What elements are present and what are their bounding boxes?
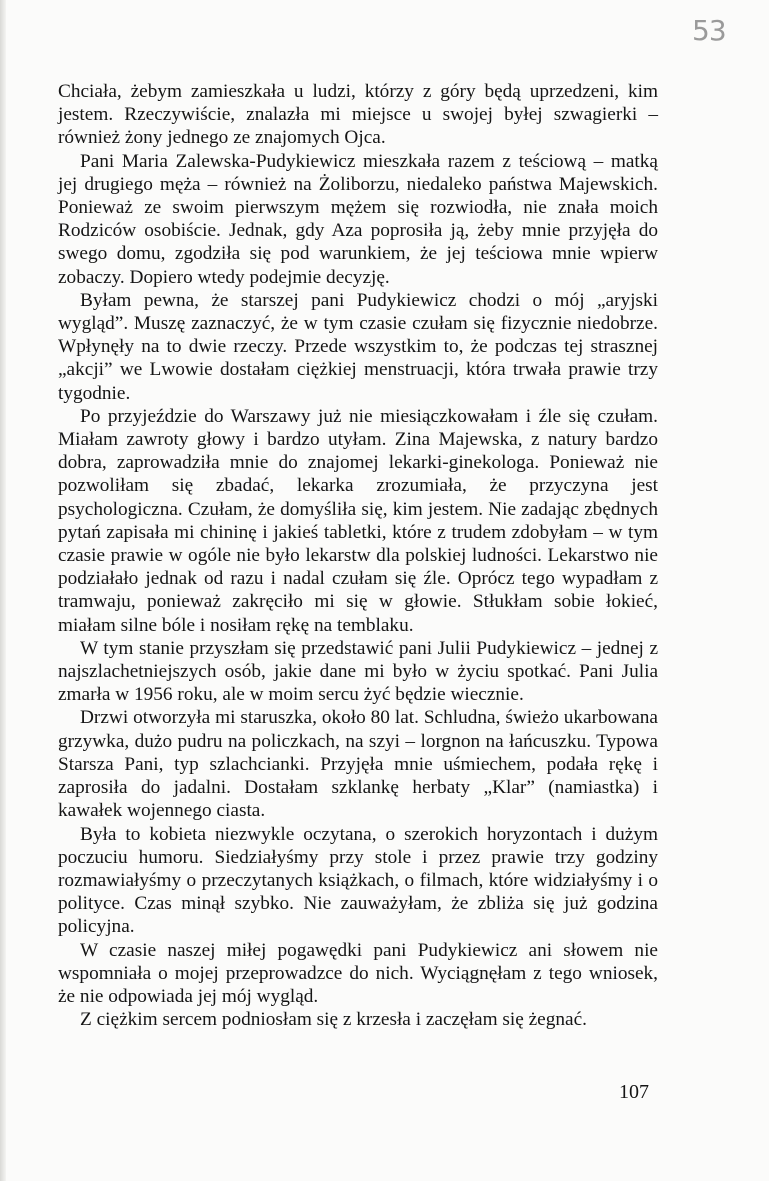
paragraph: Byłam pewna, że starszej pani Pudykiewicz chodzi o mój „aryjski wygląd”. Muszę zaznaczyć, że w tym czasie czułam się fizycznie niedobrze. Wpłynęły na to dwie rzeczy. Przede wszystkim to, że podczas tej strasznej „akcji” we Lwowie dostałam ciężkiej menstruacji, która trwała prawie trzy tygodnie.: [58, 289, 658, 404]
paragraph: Chciała, żebym zamieszkała u ludzi, którzy z góry będą uprzedzeni, kim jestem. Rzeczywiście, znalazła mi miejsce u swojej byłej szwagierki – również żony jednego ze znajomych Ojca.: [58, 81, 658, 149]
paragraph: Pani Maria Zalewska-Pudykiewicz mieszkała razem z teściową – matką jej drugiego męża – również na Żoliborzu, niedaleko państwa Majewskich. Ponieważ ze swoim pierwszym mężem się rozwiodła, nie znała moich Rodziców osobiście. Jednak, gdy Aza poprosiła ją, żeby mnie przyjęła do swego domu, zgodziła się pod warunkiem, że jej teściowa mnie wpierw zobaczy. Dopiero wtedy podejmie decyzję.: [58, 150, 658, 288]
paragraph: Z ciężkim sercem podniosłam się z krzesła i zaczęłam się żegnać.: [80, 1009, 587, 1031]
paragraph: Po przyjeździe do Warszawy już nie miesiączkowałam i źle się czułam. Miałam zawroty głowy i bardzo utyłam. Zina Majewska, z natury bardzo dobra, zaprowadziła mnie do znajomej lekarki-ginekologa. Ponieważ nie pozwoliłam się zbadać, lekarka zrozumiała, że przyczyna jest psychologiczna. Czułam, że domyśliła się, kim jestem. Nie zadając zbędnych pytań zapisała mi chininę i jakieś tabletki, które z trudem zdobyłam – w tym czasie prawie w ogóle nie było lekarstw dla polskiej ludności. Lekarstwo nie podziałało jednak od razu i nadal czułam się źle. Oprócz tego wypadłam z tramwaju, ponieważ zakręciło mi się w głowie. Stłukłam sobie łokieć, miałam silne bóle i nosiłam rękę na temblaku.: [58, 405, 658, 636]
paragraph: Drzwi otworzyła mi staruszka, około 80 lat. Schludna, świeżo ukarbowana grzywka, dużo pudru na policzkach, na szyi – lorgnon na łańcuszku. Typowa Starsza Pani, typ szlachcianki. Przyjęła mnie uśmiechem, podała rękę i zaprosiła do jadalni. Dostałam szklankę herbaty „Klar” (namiastka) i kawałek wojennego ciasta.: [58, 707, 658, 822]
paragraph: W tym stanie przyszłam się przedstawić pani Julii Pudykiewicz – jednej z najszlachetniejszych osób, jakie dane mi było w życiu spotkać. Pani Julia zmarła w 1956 roku, ale w moim sercu żyć będzie wiecznie.: [58, 637, 658, 706]
body-text: [58, 80, 658, 1031]
page-gutter-shadow: [0, 0, 6, 1181]
paragraph: W czasie naszej miłej pogawędki pani Pudykiewicz ani słowem nie wspomniała o mojej przeprowadzce do nich. Wyciągnęłam z tego wniosek, że nie odpowiada jej mój wygląd.: [58, 939, 658, 1007]
handwritten-page-note: 53: [692, 14, 726, 47]
page-number: 107: [619, 1081, 649, 1103]
paragraph: Była to kobieta niezwykle oczytana, o szerokich horyzontach i dużym poczuciu humoru. Siedziałyśmy przy stole i przez prawie trzy godziny rozmawiałyśmy o przeczytanych książkach, o filmach, które widziałyśmy i o polityce. Czas minął szybko. Nie zauważyłam, że zbliża się już godzina policyjna.: [58, 823, 658, 938]
